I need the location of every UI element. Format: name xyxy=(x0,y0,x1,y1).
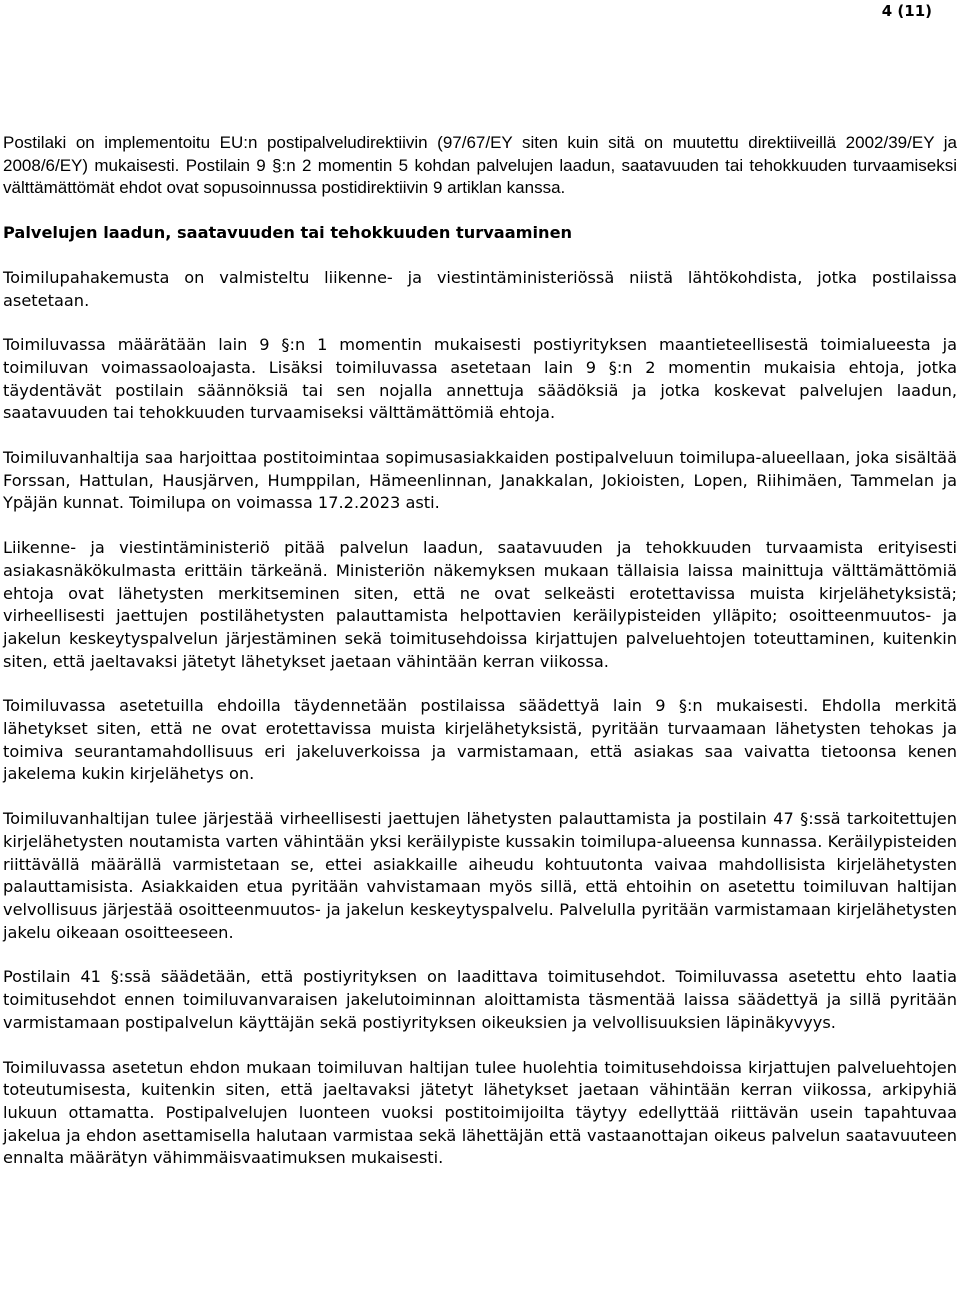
paragraph: Toimiluvanhaltijan tulee järjestää virheellisesti jaettujen lähetysten palauttamista ja postilain 47 §:ssä tarkoitettujen kirjelähetysten noutamista varten vähintään yksi keräilypiste kussakin toimilupa-alueensa kunnassa. Keräilypisteiden riittävällä määrällä varmistetaan se, ettei asiakkaille aiheudu kohtuutonta vaivaa mahdollisista kirjelähetysten palauttamisista. Asiakkaiden etua pyritään vahvistamaan myös sillä, että ehtoihin on asetettu toimiluvan haltijan velvollisuus järjestää osoitteenmuutos- ja jakelun keskeytyspalvelu. Palvelulla pyritään varmistamaan kirjelähetysten jakelu oikeaan osoitteeseen. xyxy=(3,809,957,942)
paragraph: Toimiluvanhaltija saa harjoittaa postitoimintaa sopimusasiakkaiden postipalveluun toimilupa-alueellaan, joka sisältää Forssan, Hattulan, Hausjärven, Humppilan, Hämeenlinnan, Janakkalan, Jokioisten, Lopen, Riihimäen, Tammelan ja Ypäjän kunnat. Toimilupa on voimassa 17.2.2023 asti. xyxy=(3,448,957,513)
paragraph-intro: Postilaki on implementoitu EU:n postipalveludirektiivin (97/67/EY siten kuin sitä on muutettu direktiiveillä 2002/39/EY ja 2008/6/EY) mukaisesti. Postilain 9 §:n 2 momentin 5 kohdan palvelujen laadun, saatavuuden tai tehokkuuden turvaamiseksi välttämättömät ehdot ovat sopusoinnussa postidirektiivin 9 artiklan kanssa. xyxy=(3,133,957,198)
document-body xyxy=(3,132,957,1192)
paragraph: Toimiluvassa määrätään lain 9 §:n 1 momentin mukaisesti postiyrityksen maantieteellisestä toimialueesta ja toimiluvan voimassaoloajasta. Lisäksi toimiluvassa asetetaan lain 9 §:n 2 momentin mukaisia ehtoja, jotka täydentävät postilain säännöksiä tai sen nojalla annettuja säädöksiä ja jotka koskevat palvelujen laadun, saatavuuden tai tehokkuuden turvaamiseksi välttämättömiä ehtoja. xyxy=(3,335,957,423)
page-number: 4 (11) xyxy=(881,2,932,20)
paragraph: Toimiluvassa asetetuilla ehdoilla täydennetään postilaissa säädettyä lain 9 §:n mukaisesti. Ehdolla merkitä lähetykset siten, että ne ovat erotettavissa muista kirjelähetyksistä, pyritään turvaamaan lähetysten tehokas ja toimiva seurantamahdollisuus eri jakeluverkoissa ja varmistamaan, että asiakas saa vaivatta tietoonsa kenen jakelema kukin kirjelähetys on. xyxy=(3,696,957,784)
paragraph: Liikenne- ja viestintäministeriö pitää palvelun laadun, saatavuuden ja tehokkuuden turvaamista erityisesti asiakasnäkökulmasta erittäin tärkeänä. Ministeriön näkemyksen mukaan tällaisia laissa mainittuja välttämättömiä ehtoja ovat lähetysten merkitseminen siten, että ne ovat selkeästi erotettavissa muista kirjelähetyksistä; virheellisesti jaettujen postilähetysten palauttamista helpottavien keräilypisteiden ylläpito; osoitteenmuutos- ja jakelun keskeytyspalvelun järjestäminen sekä toimitusehdoissa kirjattujen palveluehtojen toteuttaminen, kuitenkin siten, että jaeltavaksi jätetyt lähetykset jaetaan vähintään kerran viikossa. xyxy=(3,538,957,671)
paragraph: Toimilupahakemusta on valmisteltu liikenne- ja viestintäministeriössä niistä lähtökohdista, jotka postilaissa asetetaan. xyxy=(3,267,957,310)
paragraph: Toimiluvassa asetetun ehdon mukaan toimiluvan haltijan tulee huolehtia toimitusehdoissa kirjattujen palveluehtojen toteutumisesta, kuitenkin siten, että jaeltavaksi jätetyt lähetykset jaetaan vähintään kerran viikossa, arkipyhiä lukuun ottamatta. Postipalvelujen luonteen vuoksi postitoimijoilta täytyy edellyttää riittävän usein tapahtuvaa jakelua ja ehdon asettamisella halutaan varmistaa sekä lähettäjän että vastaanottajan oikeus palvelun saatavuuteen ennalta määrätyn vähimmäisvaatimuksen mukaisesti. xyxy=(3,1057,957,1168)
section-heading: Palvelujen laadun, saatavuuden tai tehokkuuden turvaaminen xyxy=(3,223,573,243)
paragraph: Postilain 41 §:ssä säädetään, että postiyrityksen on laadittava toimitusehdot. Toimiluvassa asetettu ehto laatia toimitusehdot ennen toimiluvanvaraisen jakelutoiminnan aloittamista täsmentää laissa säädettyä ja sillä pyritään varmistamaan postipalvelun käyttäjän sekä postiyrityksen oikeuksien ja velvollisuuksien läpinäkyvyys. xyxy=(3,967,957,1032)
